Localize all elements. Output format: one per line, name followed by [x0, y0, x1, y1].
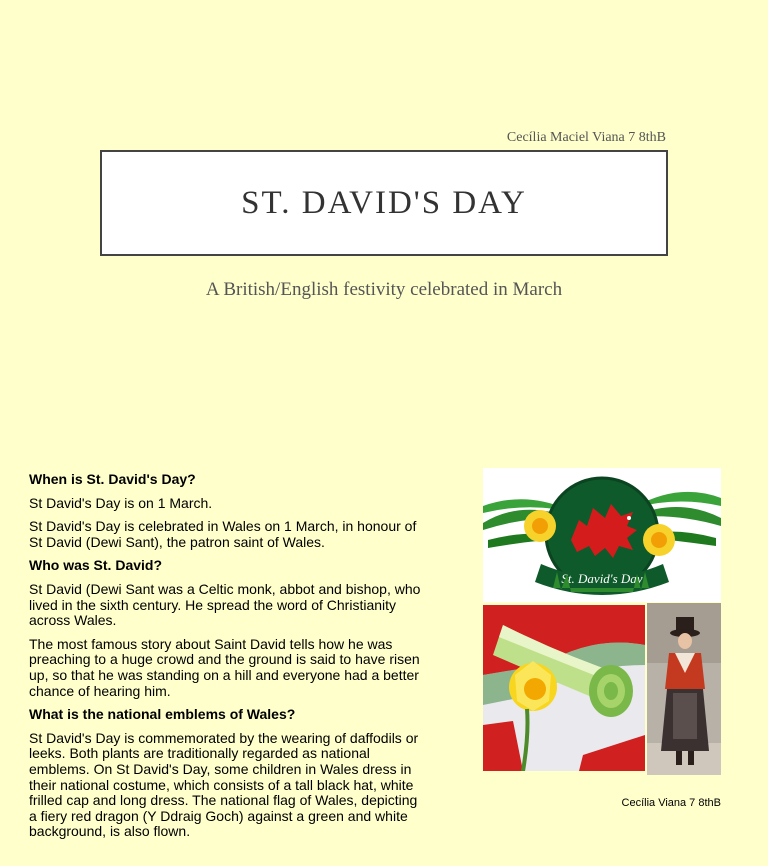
paragraph-biography: St David (Dewi Sant was a Celtic monk, abbot and bishop, who lived in the sixth century. He spread the word of Christianity across Wales.	[29, 580, 421, 629]
page-title: ST. DAVID'S DAY	[241, 184, 527, 221]
question-emblems: What is the national emblems of Wales?	[29, 706, 296, 723]
paragraph-story: The most famous story about Saint David tells how he was preaching to a huge crowd and the ground is said to have risen up, so that he was standing on a hill and everyone had a better chance of hearing him.	[29, 635, 420, 699]
page-subtitle: A British/English festivity celebrated in March	[205, 279, 563, 300]
question-when: When is St. David's Day?	[29, 471, 196, 487]
welsh-costume-illustration	[647, 603, 721, 775]
welsh-costume-girl-image	[647, 603, 721, 775]
dragon-daffodil-illustration	[483, 468, 721, 602]
paragraph-celebration: St David's Day is celebrated in Wales on 1 March, in honour of St David (Dewi Sant), the patron saint of Wales.	[29, 518, 417, 550]
st-davids-day-banner-image	[483, 468, 721, 602]
article-body	[29, 472, 421, 840]
question-who: Who was St. David?	[29, 557, 163, 574]
leek-daffodil-flag-image	[483, 605, 645, 771]
paragraph-emblems: St David's Day is commemorated by the wearing of daffodils or leeks. Both plants are traditionally regarded as national emblems. On St David's Day, some children in Wales dress in their national costume, which consists of a tall black hat, white frilled cap and long dress. The national flag of Wales, depicting a fiery red dragon (Y Ddraig Goch) against a green and white background, is also flown.	[29, 729, 419, 840]
title-box	[100, 150, 668, 256]
banner-text: St. David's Day	[561, 571, 643, 586]
paragraph-date: St David's Day is on 1 March.	[29, 494, 213, 511]
author-line: Cecília Maciel Viana 7 8thB	[506, 130, 666, 145]
image-caption: Cecília Viana 7 8thB	[621, 797, 721, 809]
leek-daffodil-illustration	[483, 605, 645, 771]
